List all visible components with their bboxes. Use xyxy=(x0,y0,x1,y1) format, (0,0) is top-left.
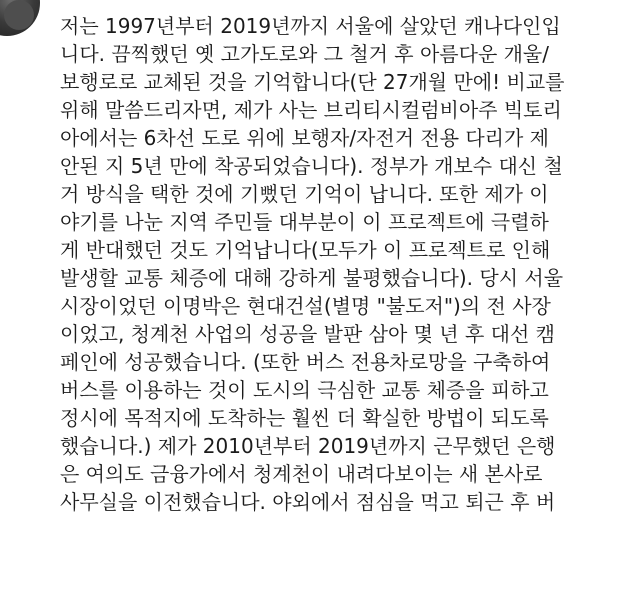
comment-line: 위해 말씀드리자면, 제가 사는 브리티시컬럼비아주 빅토리 xyxy=(60,98,562,122)
comment-line: 거 방식을 택한 것에 기뻤던 기억이 납니다. 또한 제가 이 xyxy=(60,182,549,206)
avatar-image xyxy=(4,0,34,30)
comment-line: 아에서는 6차선 도로 위에 보행자/자전거 전용 다리가 제 xyxy=(60,126,550,150)
comment-line: 버스를 이용하는 것이 도시의 극심한 교통 체증을 피하고 xyxy=(60,378,549,402)
comment-line: 이었고, 청계천 사업의 성공을 발판 삼아 몇 년 후 대선 캠 xyxy=(60,322,555,346)
comment-line: 시장이었던 이명박은 현대건설(별명 "불도저")의 전 사장 xyxy=(60,294,551,318)
comment-line: 안된 지 5년 만에 착공되었습니다). 정부가 개보수 대신 철 xyxy=(60,154,563,178)
comment-line: 은 여의도 금융가에서 청계천이 내려다보이는 새 본사로 xyxy=(60,462,543,486)
comment-line: 게 반대했던 것도 기억납니다(모두가 이 프로젝트로 인해 xyxy=(60,238,551,262)
comment-line: 했습니다.) 제가 2010년부터 2019년까지 근무했던 은행 xyxy=(60,434,556,458)
comment-line: 발생할 교통 체증에 대해 강하게 불평했습니다). 당시 서울 xyxy=(60,266,564,290)
comment-line: 니다. 끔찍했던 옛 고가도로와 그 철거 후 아름다운 개울/ xyxy=(60,42,549,66)
comment-line: 페인에 성공했습니다. (또한 버스 전용차로망을 구축하여 xyxy=(60,350,551,374)
comment-line: 정시에 목적지에 도착하는 훨씬 더 확실한 방법이 되도록 xyxy=(60,406,549,430)
comment-line: 보행로로 교체된 것을 기억합니다(단 27개월 만에! 비교를 xyxy=(60,70,565,94)
comment-line: 저는 1997년부터 2019년까지 서울에 살았던 캐나다인입 xyxy=(60,14,561,38)
comment-body xyxy=(60,12,632,516)
comment-line: 사무실을 이전했습니다. 야외에서 점심을 먹고 퇴근 후 버 xyxy=(60,490,556,514)
comment-line: 야기를 나눈 지역 주민들 대부분이 이 프로젝트에 극렬하 xyxy=(60,210,549,234)
user-avatar[interactable] xyxy=(0,0,40,36)
